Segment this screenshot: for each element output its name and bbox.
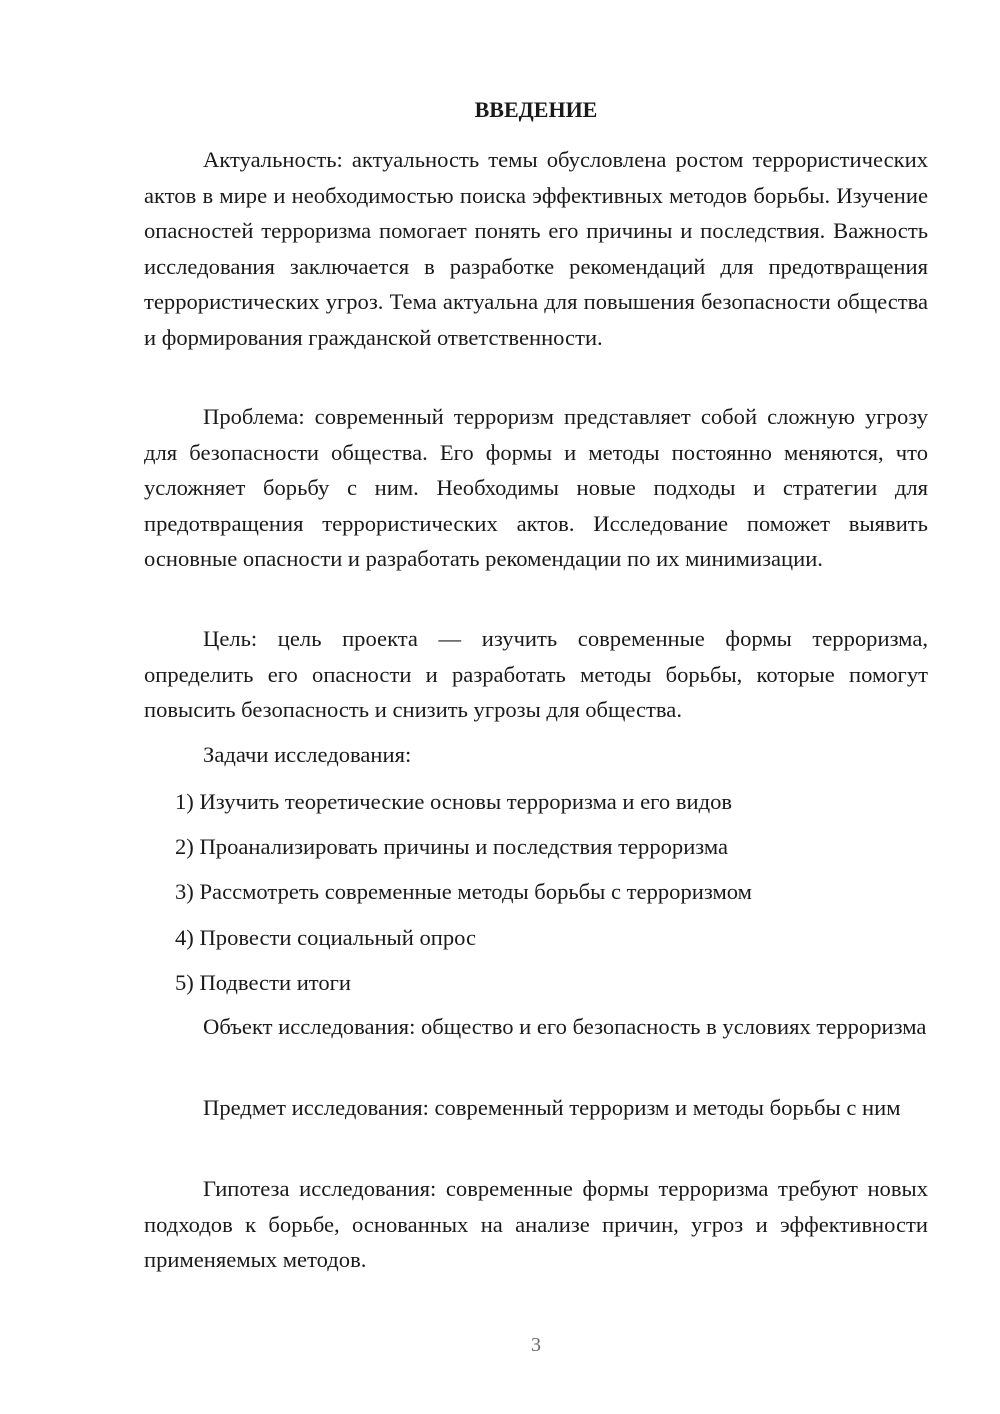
- page-number: 3: [531, 1334, 541, 1356]
- task-item: 1) Изучить теоретические основы терроризма и его видов: [175, 789, 733, 814]
- relevance-paragraph: Актуальность: актуальность темы обусловлена ростом террористических актов в мире и необходимостью поиска эффективных методов борьбы. Изучение опасностей терроризма помогает понять его причины и последствия. Важность исследования заключается в разработке рекомендаций для предотвращения террористических угроз. Тема актуальна для повышения безопасности общества и формирования гражданской ответственности.: [144, 147, 928, 350]
- object-paragraph: Объект исследования: общество и его безопасность в условиях терроризма: [203, 1014, 927, 1039]
- problem-paragraph: Проблема: современный терроризм представляет собой сложную угрозу для безопасности общества. Его формы и методы постоянно меняются, что усложняет борьбу с ним. Необходимы новые подходы и стратегии для предотвращения террористических актов. Исследование поможет выявить основные опасности и разработать рекомендации по их минимизации.: [144, 404, 928, 571]
- task-item: 2) Проанализировать причины и последствия терроризма: [175, 834, 729, 859]
- task-item: 5) Подвести итоги: [175, 970, 352, 995]
- subject-paragraph: Предмет исследования: современный терроризм и методы борьбы с ним: [203, 1095, 901, 1120]
- task-item: 4) Провести социальный опрос: [175, 925, 477, 950]
- tasks-title: Задачи исследования:: [203, 742, 412, 767]
- task-item: 3) Рассмотреть современные методы борьбы с терроризмом: [175, 879, 752, 904]
- page-title: ВВЕДЕНИЕ: [474, 97, 598, 122]
- goal-paragraph: Цель: цель проекта — изучить современные формы терроризма, определить его опасности и разработать методы борьбы, которые помогут повысить безопасность и снизить угрозы для общества.: [144, 626, 928, 722]
- hypothesis-paragraph: Гипотеза исследования: современные формы терроризма требуют новых подходов к борьбе, основанных на анализе причин, угроз и эффективности применяемых методов.: [144, 1176, 928, 1272]
